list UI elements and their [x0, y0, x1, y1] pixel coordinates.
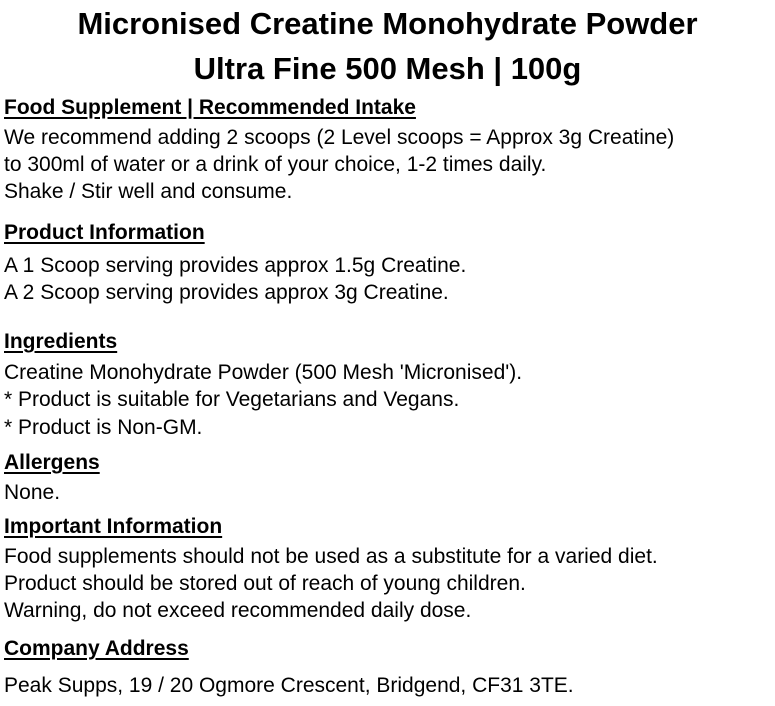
important-line-1: Food supplements should not be used as a substitute for a varied diet. [4, 545, 658, 568]
address-line-1: Peak Supps, 19 / 20 Ogmore Crescent, Bridgend, CF31 3TE. [4, 674, 574, 697]
intake-line-2: to 300ml of water or a drink of your choice, 1-2 times daily. [4, 153, 547, 176]
ingredients-heading: Ingredients [4, 330, 118, 353]
ingredients-line-3: * Product is Non-GM. [4, 416, 203, 439]
product-title-line-1: Micronised Creatine Monohydrate Powder [77, 6, 698, 41]
allergens-heading: Allergens [4, 451, 100, 474]
product-info-line-1: A 1 Scoop serving provides approx 1.5g Creatine. [4, 254, 467, 277]
ingredients-line-2: * Product is suitable for Vegetarians and Vegans. [4, 388, 460, 411]
product-info-line-2: A 2 Scoop serving provides approx 3g Creatine. [4, 281, 449, 304]
intake-line-3: Shake / Stir well and consume. [4, 180, 293, 203]
product-info-heading: Product Information [4, 221, 205, 244]
ingredients-line-1: Creatine Monohydrate Powder (500 Mesh 'Micronised'). [4, 361, 523, 384]
important-line-3: Warning, do not exceed recommended daily dose. [4, 599, 472, 622]
address-heading: Company Address [4, 637, 189, 660]
product-title-line-2: Ultra Fine 500 Mesh | 100g [193, 51, 582, 86]
intake-line-1: We recommend adding 2 scoops (2 Level scoops = Approx 3g Creatine) [4, 126, 675, 149]
important-heading: Important Information [4, 515, 223, 538]
intake-heading: Food Supplement | Recommended Intake [4, 96, 416, 119]
allergens-line-1: None. [4, 481, 61, 504]
important-line-2: Product should be stored out of reach of young children. [4, 572, 526, 595]
